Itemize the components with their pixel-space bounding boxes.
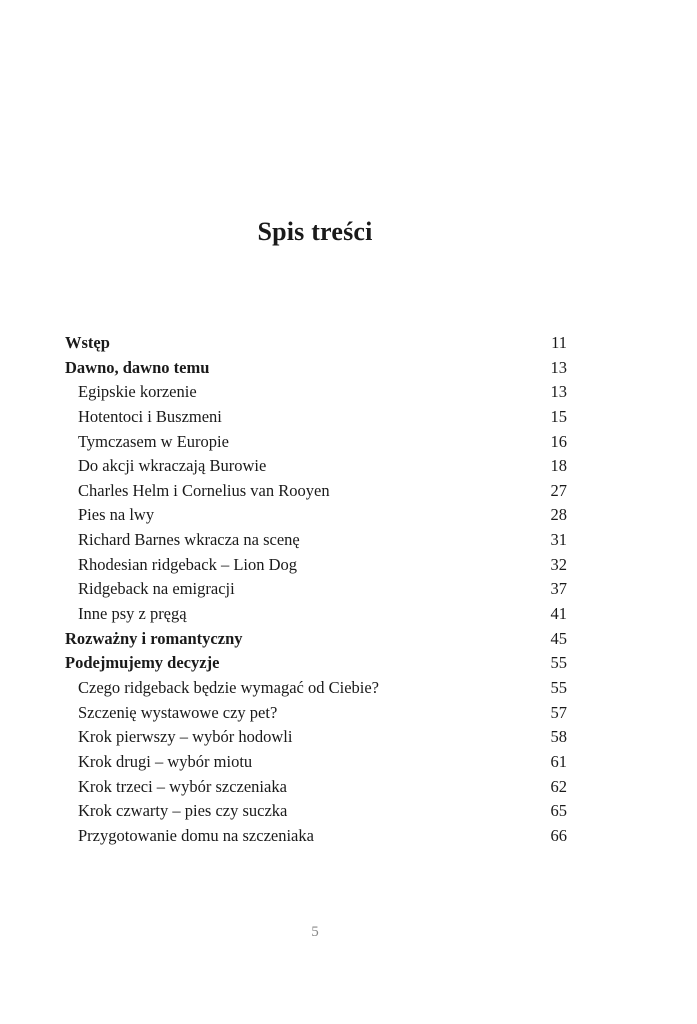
- toc-page-number: 62: [550, 776, 567, 796]
- toc-entry: [65, 454, 567, 479]
- toc-page-number: 37: [550, 579, 567, 599]
- toc-entry: [65, 799, 567, 824]
- toc-entry: [65, 553, 567, 578]
- toc-page-number: 11: [551, 333, 567, 352]
- toc-entry: [65, 331, 567, 356]
- toc-entry: [65, 750, 567, 775]
- toc-entry: [65, 602, 567, 627]
- toc-section-title: Krok czwarty – pies czy suczka: [78, 801, 288, 821]
- toc-chapter-title: Podejmujemy decyzje: [65, 653, 220, 673]
- toc-entry: [65, 627, 567, 652]
- toc-entry: [65, 824, 567, 849]
- toc-page-number: 27: [550, 480, 567, 500]
- toc-page-number: 18: [550, 456, 567, 476]
- toc-page-number: 45: [550, 628, 567, 648]
- toc-chapter-title: Wstęp: [65, 333, 110, 352]
- toc-entry: [65, 405, 567, 430]
- toc-entry: [65, 651, 567, 676]
- toc-page-number: 13: [550, 382, 567, 402]
- toc-section-title: Krok trzeci – wybór szczeniaka: [78, 776, 287, 796]
- toc-section-title: Krok drugi – wybór miotu: [78, 751, 253, 771]
- toc-entry: [65, 725, 567, 750]
- toc-entry: [65, 676, 567, 701]
- toc-page-number: 55: [550, 653, 567, 673]
- toc-section-title: Tymczasem w Europie: [78, 431, 229, 451]
- toc-section-title: Do akcji wkraczają Burowie: [78, 456, 267, 476]
- toc-page-number: 61: [550, 751, 567, 771]
- toc-page-number: 66: [550, 825, 567, 845]
- toc-section-title: Charles Helm i Cornelius van Rooyen: [78, 480, 330, 500]
- page-number: 5: [311, 924, 319, 940]
- toc-section-title: Egipskie korzenie: [78, 382, 197, 402]
- toc-section-title: Ridgeback na emigracji: [78, 579, 235, 599]
- toc-section-title: Richard Barnes wkracza na scenę: [78, 530, 300, 550]
- toc-page-number: 55: [550, 677, 567, 697]
- toc-entry: [65, 380, 567, 405]
- toc-entry: [65, 503, 567, 528]
- toc-entry: [65, 430, 567, 455]
- toc-section-title: Inne psy z pręgą: [78, 604, 187, 624]
- toc-page-number: 15: [550, 406, 567, 426]
- toc-section-title: Pies na lwy: [78, 505, 155, 525]
- toc-page-number: 58: [550, 727, 567, 747]
- toc-page-number: 57: [550, 702, 567, 722]
- toc-page-number: 65: [550, 801, 567, 821]
- toc-page-number: 41: [550, 604, 567, 624]
- toc-page-number: 28: [550, 505, 567, 525]
- toc-section-title: Rhodesian ridgeback – Lion Dog: [78, 554, 298, 574]
- toc-section-title: Czego ridgeback będzie wymagać od Ciebie?: [78, 677, 379, 697]
- toc-entry: [65, 479, 567, 504]
- toc-section-title: Hotentoci i Buszmeni: [78, 406, 222, 426]
- toc-entry: [65, 356, 567, 381]
- toc-entry: [65, 528, 567, 553]
- table-of-contents: [65, 331, 567, 848]
- toc-page-number: 16: [550, 431, 567, 451]
- toc-section-title: Przygotowanie domu na szczeniaka: [78, 825, 314, 845]
- toc-entry: [65, 775, 567, 800]
- toc-page-number: 13: [550, 357, 567, 377]
- toc-page-number: 32: [550, 554, 567, 574]
- toc-chapter-title: Dawno, dawno temu: [65, 357, 210, 377]
- toc-section-title: Szczenię wystawowe czy pet?: [78, 702, 278, 722]
- toc-section-title: Krok pierwszy – wybór hodowli: [78, 727, 293, 747]
- toc-entry: [65, 577, 567, 602]
- toc-entry: [65, 701, 567, 726]
- page-title: Spis treści: [257, 217, 373, 247]
- toc-chapter-title: Rozważny i romantyczny: [65, 628, 243, 648]
- toc-page-number: 31: [550, 530, 567, 550]
